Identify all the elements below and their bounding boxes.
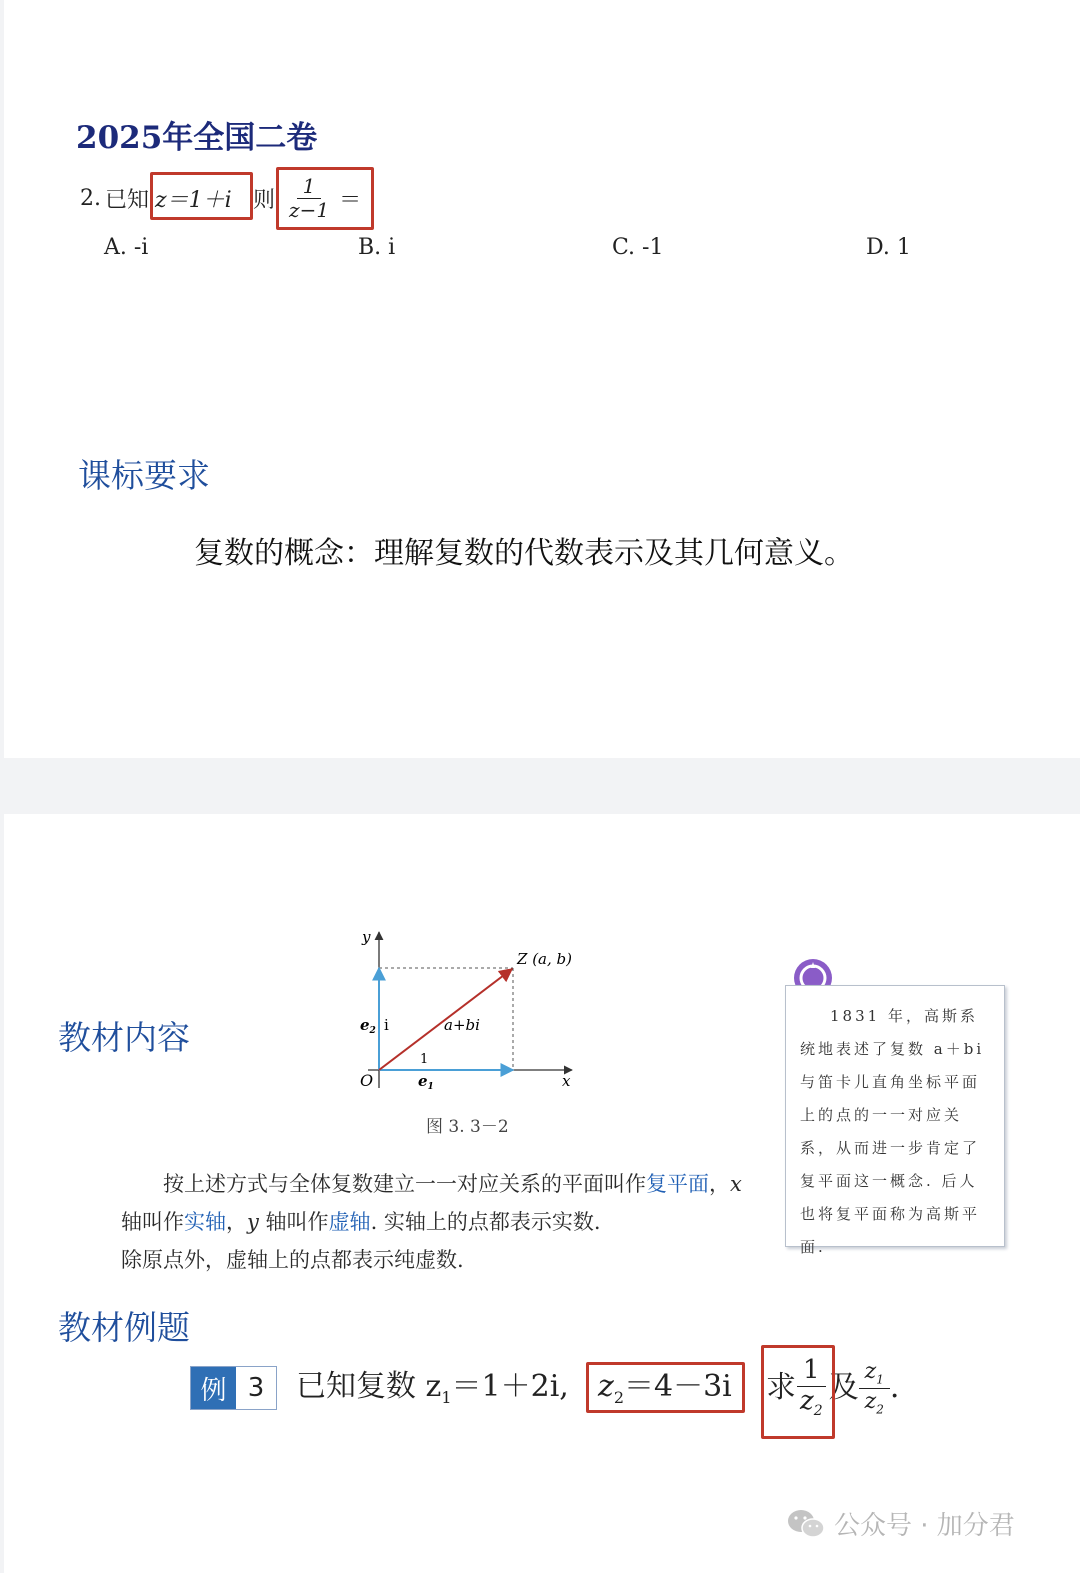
watermark [786,1505,1015,1542]
example-fraction-1: $\frac{1}{z_2}$ [796,1356,827,1419]
watermark-text: 公众号 · 加分君 [834,1511,1015,1541]
example-label [190,1366,277,1410]
option-b: B. i [358,235,396,260]
vector-label: a+bi [444,1016,480,1034]
textbook-heading: 教材内容 [58,1018,190,1057]
question-condition: z＝1＋i [155,187,232,213]
option-d: D. 1 [866,235,911,260]
e1-label: $e_1$ [418,1072,434,1092]
question-equals: ＝ [339,187,362,213]
highlight-box-question [761,1345,835,1439]
example-heading: 教材例题 [58,1308,190,1347]
fraction-denominator: z−1 [289,197,330,222]
question-prefix: 已知 [105,187,150,213]
figure-caption: 图 3. 3－2 [426,1117,509,1137]
x-axis-label: x [562,1072,571,1090]
option-c: C. -1 [612,235,664,260]
side-note-box: 1831 年，高斯系统地表述了复数 a＋bi 与笛卡儿直角坐标平面上的点的一一对应关系，从而进一步肯定了复平面这一概念. 后人也将复平面称为高斯平面. [785,985,1005,1247]
example-statement: 已知复数 $z_1=1+2i$, [296,1369,569,1407]
complex-plane-figure [340,920,600,1140]
point-z-label: Z (a, b) [517,950,572,968]
wechat-icon [786,1508,826,1540]
fraction-numerator: 1 [297,175,322,199]
curriculum-text: 复数的概念：理解复数的代数表示及其几何意义。 [194,536,854,571]
textbook-paragraph [121,1165,751,1279]
option-a: A. -i [104,235,149,260]
origin-label: O [360,1071,374,1090]
example-question: 求 $\frac{1}{z_2}$ 及 $\frac{z_1}{z_2}$ . [766,1355,900,1420]
question-number: 2. [80,185,101,211]
term-complex-plane: 复平面 [646,1172,709,1196]
highlight-box-z2 [586,1362,745,1413]
curriculum-heading: 课标要求 [78,456,210,495]
highlight-box-condition [150,172,253,220]
i-label: i [384,1016,389,1034]
paragraph-line-2: 除原点外，虚轴上的点都表示纯虚数. [121,1248,464,1272]
exam-title: 2025年全国二卷 [76,120,318,156]
question-mid: 则 [253,187,276,213]
e2-label: $e_2$ [360,1016,376,1036]
exam-page [4,0,1080,758]
one-label: 1 [420,1052,429,1067]
example-label-text: 例 [191,1367,236,1409]
term-imaginary-axis: 虚轴 [328,1210,371,1234]
term-real-axis: 实轴 [184,1210,226,1234]
example-label-number: 3 [236,1367,276,1409]
highlight-box-fraction [276,167,374,230]
example-condition: $z_2=4-3i$ [598,1369,732,1407]
example-fraction-2: $\frac{z_1}{z_2}$ [859,1359,890,1416]
paragraph-line-1: 按上述方式与全体复数建立一一对应关系的平面叫作复平面，x 轴叫作实轴，y 轴叫作虚轴. 实轴上的点都表示实数. [121,1172,742,1234]
y-axis-label: y [362,928,371,946]
